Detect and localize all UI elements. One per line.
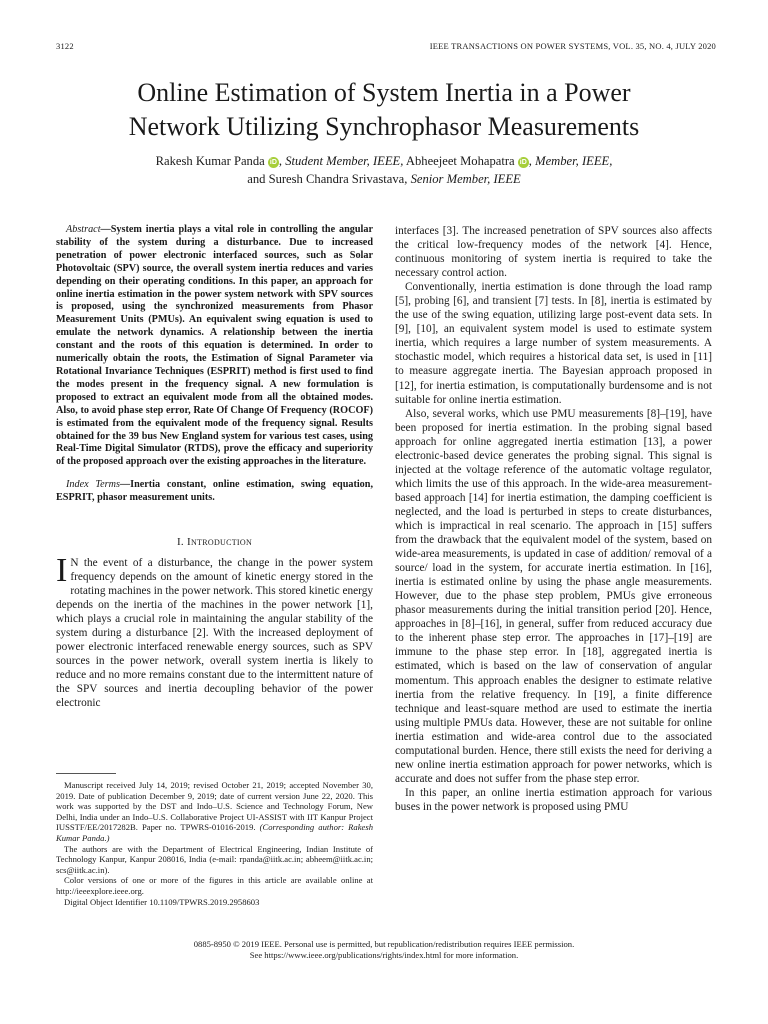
left-column	[56, 224, 373, 710]
author-role: Student Member, IEEE,	[285, 154, 404, 168]
section-title: Introduction	[187, 536, 253, 549]
footnote-affiliation: The authors are with the Department of Electrical Engineering, Indian Institute of Technology Kanpur, Kanpur 208016, India (e-mail: rpanda@iitk.ac.in; abheem@iitk.ac.in; scs@iitk.ac.in).	[56, 843, 373, 875]
body-paragraph: In this paper, an online inertia estimation approach for various buses in the power network is proposed using PMU	[395, 786, 712, 813]
intro-paragraph	[56, 552, 373, 710]
author-line-2	[40, 170, 728, 188]
orcid-icon[interactable]: iD	[519, 159, 527, 166]
footnote-divider	[56, 773, 116, 774]
paper-title	[40, 76, 728, 144]
running-header: IEEE TRANSACTIONS ON POWER SYSTEMS, VOL. 35, NO. 4, JULY 2020	[429, 41, 716, 51]
author-block	[40, 152, 728, 188]
footnote-color: Color versions of one or more of the figures in this article are available online at http://ieeexplore.ieee.org.	[56, 875, 373, 896]
index-terms	[56, 479, 373, 505]
body-paragraph: Conventionally, inertia estimation is done through the load ramp [5], probing [6], and transient [7] tests. In [8], inertia is estimated by the use of the swing equation, utilizing large post-event data sets. In [9], [10], an equivalent system model is used to estimate system inertia, which requires a large number of system measurements. A stochastic model, which requires a historical data set, is used in [11] to measure aggregate inertia. The Bayesian approach proposed in [12], for inertia estimation, is computationally burdensome and is not suitable for online inertia estimation.	[395, 281, 712, 406]
copyright-line: 0885-8950 © 2019 IEEE. Personal use is permitted, but republication/redistribution requires IEEE permission.	[193, 939, 575, 949]
abstract	[56, 224, 373, 469]
intro-text: N the event of a disturbance, the change in the power system frequency depends on the amount of kinetic energy stored in the rotating machines in the power network. This stored kinetic energy depends on the inertia of the machines in the power network [1], which plays a crucial role in maintaining the angular stability of the system during a disturbance [2]. With the increased deployment of power electronic interfaced renewable energy sources, such as SPV sources in the power network, overall system inertia is likely to reduce and no more remains constant due to the intermittent nature of the SPV sources and inertia decoupling behavior of the power electronic	[56, 557, 373, 710]
footnotes	[56, 780, 373, 907]
author-name: and Suresh Chandra Srivastava,	[247, 172, 408, 186]
author-role: Senior Member, IEEE	[410, 172, 521, 186]
index-terms-label: Index Terms	[66, 479, 120, 491]
body-paragraph: interfaces [3]. The increased penetration of SPV sources also affects the critical low-frequency modes of the network [4]. Hence, continuous monitoring of system inertia is required to take the necessary control action.	[395, 225, 712, 280]
author-role: Member, IEEE,	[535, 154, 613, 168]
footnote-text: Manuscript received July 14, 2019; revised October 21, 2019; accepted November 30, 2019. Date of publication December 9, 2019; date of current version June 22, 2020. This work was supported by the DST and Indo–U.S. Science and Technology Forum, New Delhi, India under an Indo–U.S. Collaborative Project UI-ASSIST with IIT Kanpur Project IUSSTF/EE/2017282B. Paper no. TPWRS-01016-2019.	[56, 780, 373, 833]
orcid-icon[interactable]: iD	[269, 159, 277, 166]
abstract-text: —System inertia plays a vital role in controlling the angular stability of the system during a disturbance. Due to increased penetration of power electronic interfaced sources, such as Solar Photovoltaic (SPV) source, the overall system inertia reduces and varies depending on their operating conditions. In this paper, an approach for online inertia estimation in the power system network with SPV sources is proposed, using the synchronized measurements from Phasor Measurement Units (PMUs). An equivalent swing equation is used to emulate the network dynamics. A relationship between the inertia constant and the roots of this equation is determined. In order to numerically obtain the roots, the Estimation of Signal Parameter via Rotational Invariance Techniques (ESPRIT) method is first used to find the modes present in the frequency signal. A new formulation is proposed to extract an equivalent mode from all the obtained modes. Also, to avoid phase step error, Rate Of Change Of Frequency (ROCOF) is estimated from the equivalent mode of the frequency signal. Results obtained for the 39 bus New England system for various test cases, using Real-Time Digital Simulator (RTDS), prove the efficacy and superiority of the proposed approach over the existing approaches in the literature.	[56, 224, 373, 468]
rights-link[interactable]: See https://www.ieee.org/publications/rights/index.html for more information.	[249, 950, 519, 960]
author-line-1: Rakesh Kumar Panda iD , Student Member, IEEE, Abheejeet Mohapatra iD , Member, IEEE,	[155, 154, 613, 168]
author-name: Abheejeet Mohapatra	[405, 154, 515, 168]
index-terms-text: —Inertia constant, online estimation, swing equation, ESPRIT, phasor measurement units.	[56, 479, 373, 504]
abstract-label: Abstract	[66, 224, 101, 235]
corresponding-author: (Corresponding author: Rakesh Kumar Panda.)	[56, 822, 373, 843]
drop-cap: I	[56, 552, 68, 590]
section-heading	[56, 536, 373, 548]
body-paragraph: Also, several works, which use PMU measurements [8]–[19], have been proposed for inertia estimation. In the probing signal based approach for online aggregated inertia estimation [13], a power electronic-based device generates the probing signal. This signal is injected at the voltage reference of the automatic voltage regulator, which limits the use of this approach. In the wide-area measurement-based approach [14] for inertia estimation, the damping coefficient is neglected, and the load is perturbed in steps to create disturbances, which is impractical in real scenario. The approach in [15] suffers from the drawback that the equivalent model of the system, based on wide-area measurements, is updated in case of addition/ removal of a source/ load in the system, for accurate inertia estimation. In [16], inertia is estimated online by using the phase angle measurements. However, due to the phase step problem, PMUs give erroneous phasor measurements during the initial transition period [20]. Hence, approaches in [8]–[16], in general, suffer from reduced accuracy due to the inherent phase step error. The approaches in [17]–[19] are immune to the phase step error. In [18], aggregated inertia is estimated, which is based on the law of conservation of angular momentum. This approach enables the designer to estimate relative inertia from the relative frequency. In [19], a finite difference technique and least-square method are used to estimate the inertia using multiple PMUs data. However, these are not suitable for online inertia estimation and wide-area control due to the associated computational burden. Hence, there still exists the need for deriving a new online inertia estimation approach for power networks, which is accurate and does not suffer from the phase step error.	[395, 407, 712, 785]
section-numeral: I.	[176, 536, 188, 549]
title-line-2: Network Utilizing Synchrophasor Measurements	[128, 112, 640, 141]
footnote-manuscript	[56, 780, 373, 844]
copyright-footer	[40, 939, 728, 961]
title-line-1: Online Estimation of System Inertia in a Power	[137, 78, 631, 107]
page-number: 3122	[56, 41, 74, 51]
right-column	[395, 224, 712, 814]
author-name: Rakesh Kumar Panda	[155, 154, 265, 168]
footnote-doi: Digital Object Identifier 10.1109/TPWRS.2019.2958603	[64, 896, 260, 907]
